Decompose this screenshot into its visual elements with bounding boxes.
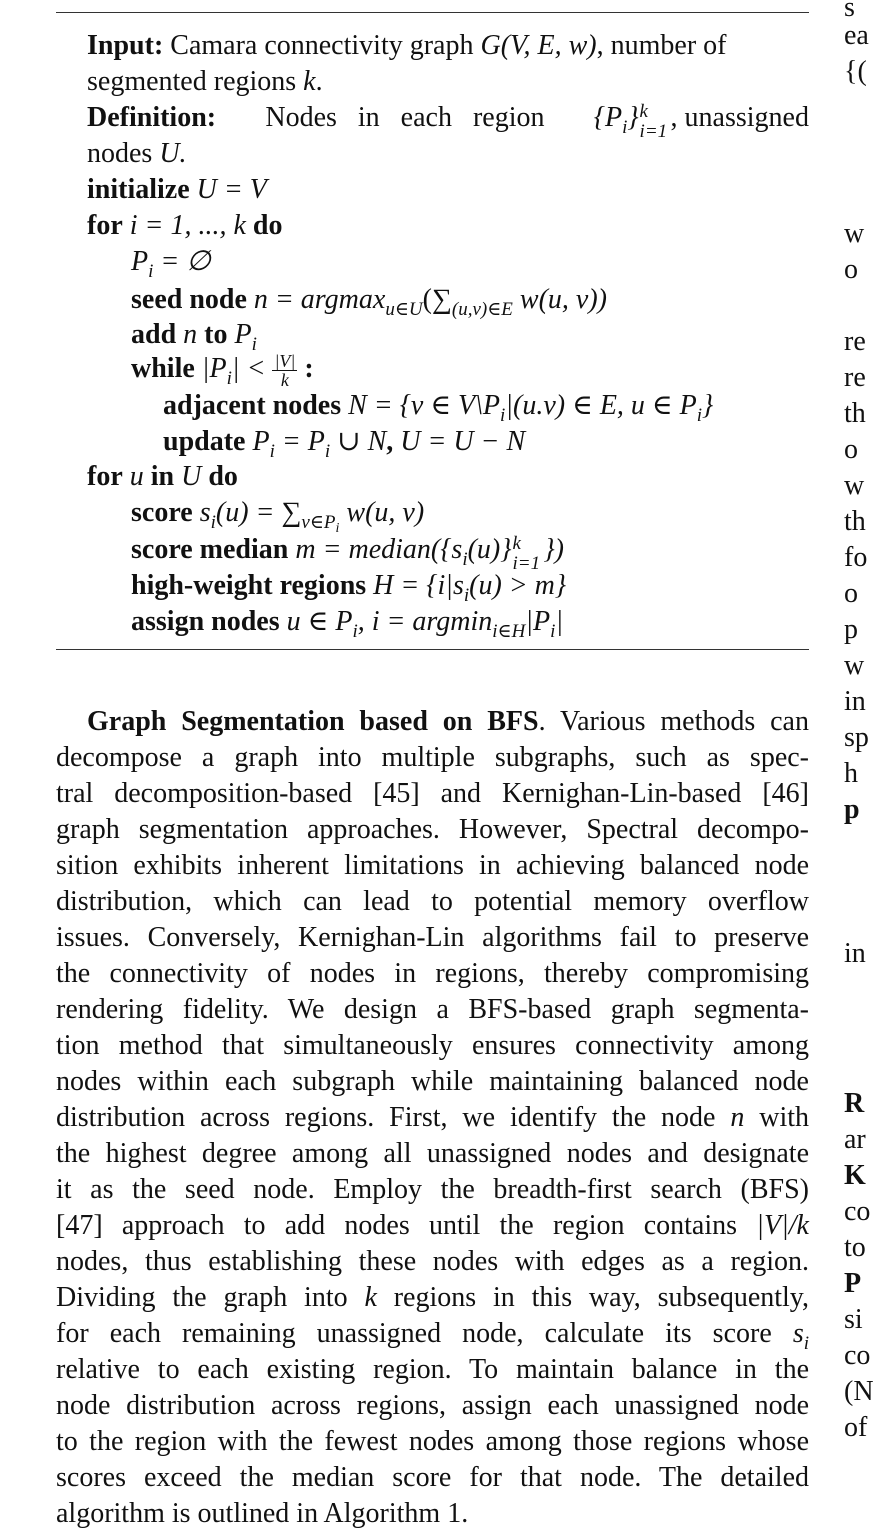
high-expr-sub: i (463, 585, 470, 606)
score-expr-sub3: i (335, 521, 340, 536)
update-expr-sub: i (269, 441, 275, 462)
paragraph-line-13: it as the seed node. Employ the breadth-first search (BFS) (56, 1174, 809, 1205)
update-comma: , (386, 426, 394, 457)
paragraph-line-19: node distribution across regions, assign each unassigned node (56, 1390, 809, 1421)
paragraph-line-3: graph segmentation approaches. However, Spectral decompo- (56, 814, 809, 845)
right-column-fragment: w (844, 470, 865, 501)
paragraph-line-16 (56, 1280, 809, 1316)
update-expr: P (252, 426, 270, 457)
paragraph-line-10: nodes within each subgraph while maintaining balanced node (56, 1066, 809, 1097)
right-column-fragment: th (844, 398, 866, 429)
score-expr: s (199, 497, 211, 528)
assign-expr-sub2: i∈H (492, 621, 526, 642)
paragraph-line-8: rendering fidelity. We design a BFS-based graph segmenta- (56, 994, 809, 1025)
paragraph-line-22: algorithm is outlined in Algorithm 1. (56, 1498, 469, 1529)
paragraph-line-16-text: Dividing the graph into (56, 1282, 348, 1313)
right-column-fragment: {( (844, 56, 867, 87)
algorithm-for-line (87, 208, 282, 244)
while-expr: |P (201, 353, 227, 384)
add-n: n (183, 319, 198, 350)
while-frac-den: k (280, 370, 289, 391)
right-column-fragment: K (844, 1160, 866, 1191)
while-colon: : (304, 353, 314, 384)
algorithm-input-line (87, 28, 727, 64)
seed-keyword: seed node (131, 284, 247, 315)
right-column-fragment: re (844, 362, 866, 393)
inline-with: with (744, 1102, 810, 1133)
paragraph-line-20: to the region with the fewest nodes among those regions whose (56, 1426, 809, 1457)
high-expr-2: (u) > m} (469, 570, 567, 601)
seed-expr: n = argmax (253, 284, 386, 315)
paragraph-line-12: the highest degree among all unassigned nodes and designate (56, 1138, 809, 1169)
paragraph-line-17-text: for each remaining unassigned node, calculate its score (56, 1318, 772, 1349)
assign-keyword: assign nodes (131, 606, 280, 637)
right-column-fragment: th (844, 506, 866, 537)
algorithm-input-line-2: segmented regions k. (87, 66, 323, 97)
right-column-fragment: co (844, 1340, 871, 1371)
p-init: P (131, 246, 149, 277)
right-column-fragment: to (844, 1232, 866, 1263)
definition-text: Nodes in each region (265, 102, 545, 133)
algorithm-top-rule (56, 12, 809, 13)
right-column-fragment: si (844, 1304, 863, 1335)
median-expr: m = median({s (295, 534, 463, 565)
add-p: P (234, 319, 252, 350)
assign-expr-2: , i = argmin (357, 606, 493, 637)
input-label: Input: (87, 30, 164, 61)
paragraph-heading: Graph Segmentation based on BFS (87, 706, 539, 737)
right-column-fragment: p (844, 614, 858, 645)
input-graph: G(V, E, w) (480, 30, 597, 61)
inline-vk: |V|/k (756, 1210, 809, 1241)
adjacent-keyword: adjacent nodes (163, 390, 342, 421)
score-expr-sub: i (210, 512, 216, 533)
right-column-fragment: in (844, 938, 866, 969)
while-expr-sub: i (226, 368, 232, 389)
seed-expr-2: (∑ (422, 284, 452, 315)
while-frac-num: |V| (274, 351, 296, 372)
to-keyword: to (204, 319, 228, 350)
definition-text-3: nodes (87, 138, 153, 169)
paragraph-line-11-text: distribution across regions. First, we identify the node (56, 1102, 716, 1133)
median-expr-sup: k (512, 533, 521, 554)
adjacent-expr-3: } (702, 390, 714, 421)
right-column-fragment: ea (844, 20, 869, 51)
algorithm-definition-line-2 (87, 136, 187, 172)
right-column-fragment: p (844, 794, 860, 825)
right-column-fragment: (N (844, 1376, 874, 1407)
right-column-fragment: ar (844, 1124, 866, 1155)
do-keyword: do (252, 210, 283, 241)
adjacent-expr-2: |(u.v) ∈ E, u ∈ P (505, 390, 697, 421)
assign-expr-4: | (555, 606, 564, 637)
median-expr-3: }) (543, 534, 564, 565)
assign-expr-sub3: i (550, 621, 556, 642)
paragraph-line-9: tion method that simultaneously ensures connectivity among (56, 1030, 809, 1061)
definition-set: {P (593, 102, 623, 133)
paragraph-line-4: sition exhibits inherent limitations in achieving balanced node (56, 850, 809, 881)
right-column-fragment: sp (844, 722, 869, 753)
definition-text-2: , unassigned (670, 102, 809, 133)
update-expr-3: ∪ N (330, 426, 387, 457)
median-expr-2: (u)} (467, 534, 512, 565)
paragraph-line-1: decompose a graph into multiple subgraphs, such as spec- (56, 742, 809, 773)
update-expr-4: U = U − N (400, 426, 526, 457)
right-column-fragment: o (844, 578, 858, 609)
input-text-2: , number of (596, 30, 727, 61)
for2-keyword: for (87, 461, 123, 492)
while-fraction (272, 352, 297, 389)
inline-k-rest: regions in this way, subsequently, (376, 1282, 809, 1313)
for-keyword: for (87, 210, 123, 241)
do2-keyword: do (208, 461, 238, 492)
definition-set-sub2: i=1 (639, 121, 668, 142)
p-init-rest: = ∅ (153, 246, 211, 277)
right-column-fragment: P (844, 1268, 862, 1299)
median-keyword: score median (131, 534, 289, 565)
seed-expr-3: w(u, v)) (512, 284, 607, 315)
right-column-fragment: in (844, 686, 866, 717)
for-expr: i = 1, ..., k (129, 210, 246, 241)
paragraph-line-14-text: [47] approach to add nodes until the region contains (56, 1210, 738, 1241)
paragraph-line-14 (56, 1208, 809, 1244)
seed-expr-sub: u∈U (385, 299, 423, 320)
right-column-fragment: o (844, 434, 858, 465)
assign-expr-sub: i (352, 621, 358, 642)
right-column-fragment: R (844, 1088, 865, 1119)
paragraph-line-2: tral decomposition-based [45] and Kernighan-Lin-based [46] (56, 778, 809, 809)
initialize-expr: U = V (196, 174, 267, 205)
algorithm-for2-line (87, 459, 238, 495)
right-column-clipped (840, 0, 874, 1540)
input-text: Camara connectivity graph (170, 30, 474, 61)
adjacent-expr-sub: i (500, 405, 506, 426)
input-k: k (303, 66, 316, 97)
update-expr-sub2: i (324, 441, 331, 462)
paragraph-line-18: relative to each existing region. To maintain balance in the (56, 1354, 809, 1385)
initialize-keyword: initialize (87, 174, 190, 205)
update-expr-2: = P (274, 426, 325, 457)
update-keyword: update (163, 426, 246, 457)
inline-si: s (792, 1318, 804, 1349)
right-column-fragment: o (844, 254, 858, 285)
algorithm-definition-line (87, 100, 809, 146)
in-keyword: in (150, 461, 175, 492)
right-column-fragment: h (844, 758, 858, 789)
median-expr-sub2: i=1 (512, 553, 541, 574)
paragraph-line-0 (87, 704, 809, 740)
paragraph-line-15: nodes, thus establishing these nodes with edges as a region. (56, 1246, 809, 1277)
adjacent-expr-sub2: i (696, 405, 703, 426)
score-keyword: score (131, 497, 193, 528)
right-column-fragment: w (844, 218, 865, 249)
assign-expr-3: |P (525, 606, 551, 637)
input-text-3: segmented regions (87, 66, 297, 97)
definition-set-sup: k (639, 101, 648, 122)
score-expr-2: (u) = ∑ (215, 497, 302, 528)
paragraph-line-6: issues. Conversely, Kernighan-Lin algorithms fail to preserve (56, 922, 809, 953)
right-column-fragment: w (844, 650, 865, 681)
definition-u: U. (159, 138, 187, 169)
high-weight-keyword: high-weight regions (131, 570, 367, 601)
p-init-sub: i (148, 261, 154, 282)
paragraph-line-0-text: . Various methods can (538, 706, 809, 737)
add-p-sub: i (251, 334, 257, 355)
algorithm-assign-line (131, 604, 563, 650)
seed-expr-sub2: (u,v)∈E (451, 299, 513, 320)
definition-set-close: } (627, 102, 639, 133)
right-column-fragment: s (844, 0, 855, 23)
high-expr: H = {i|s (373, 570, 464, 601)
median-expr-sub: i (462, 549, 468, 570)
inline-k: k (364, 1282, 377, 1313)
assign-expr: u ∈ P (286, 606, 353, 637)
adjacent-expr: N = {v ∈ V\P (348, 390, 501, 421)
right-column-fragment: re (844, 326, 866, 357)
while-expr-2: | < (231, 353, 266, 384)
right-column-fragment: fo (844, 542, 868, 573)
paragraph-line-5: distribution, which can lead to potential memory overflow (56, 886, 809, 917)
inline-si-sub: i (803, 1333, 809, 1354)
paragraph-line-11 (56, 1100, 809, 1136)
algorithm-initialize-line (87, 172, 267, 208)
add-keyword: add (131, 319, 177, 350)
paragraph-line-21: scores exceed the median score for that node. The detailed (56, 1462, 809, 1493)
definition-set-sub: i (622, 117, 628, 138)
for2-U: U (181, 461, 202, 492)
definition-label: Definition: (87, 102, 217, 133)
inline-n: n (730, 1102, 745, 1133)
score-expr-3: w(u, v) (339, 497, 425, 528)
score-expr-sub2: v∈P (301, 512, 336, 533)
for2-u: u (129, 461, 144, 492)
paragraph-line-7: the connectivity of nodes in regions, thereby compromising (56, 958, 809, 989)
while-keyword: while (131, 353, 195, 384)
right-column-fragment: co (844, 1196, 871, 1227)
algorithm-bottom-rule (56, 649, 809, 650)
right-column-fragment: of (844, 1412, 868, 1443)
